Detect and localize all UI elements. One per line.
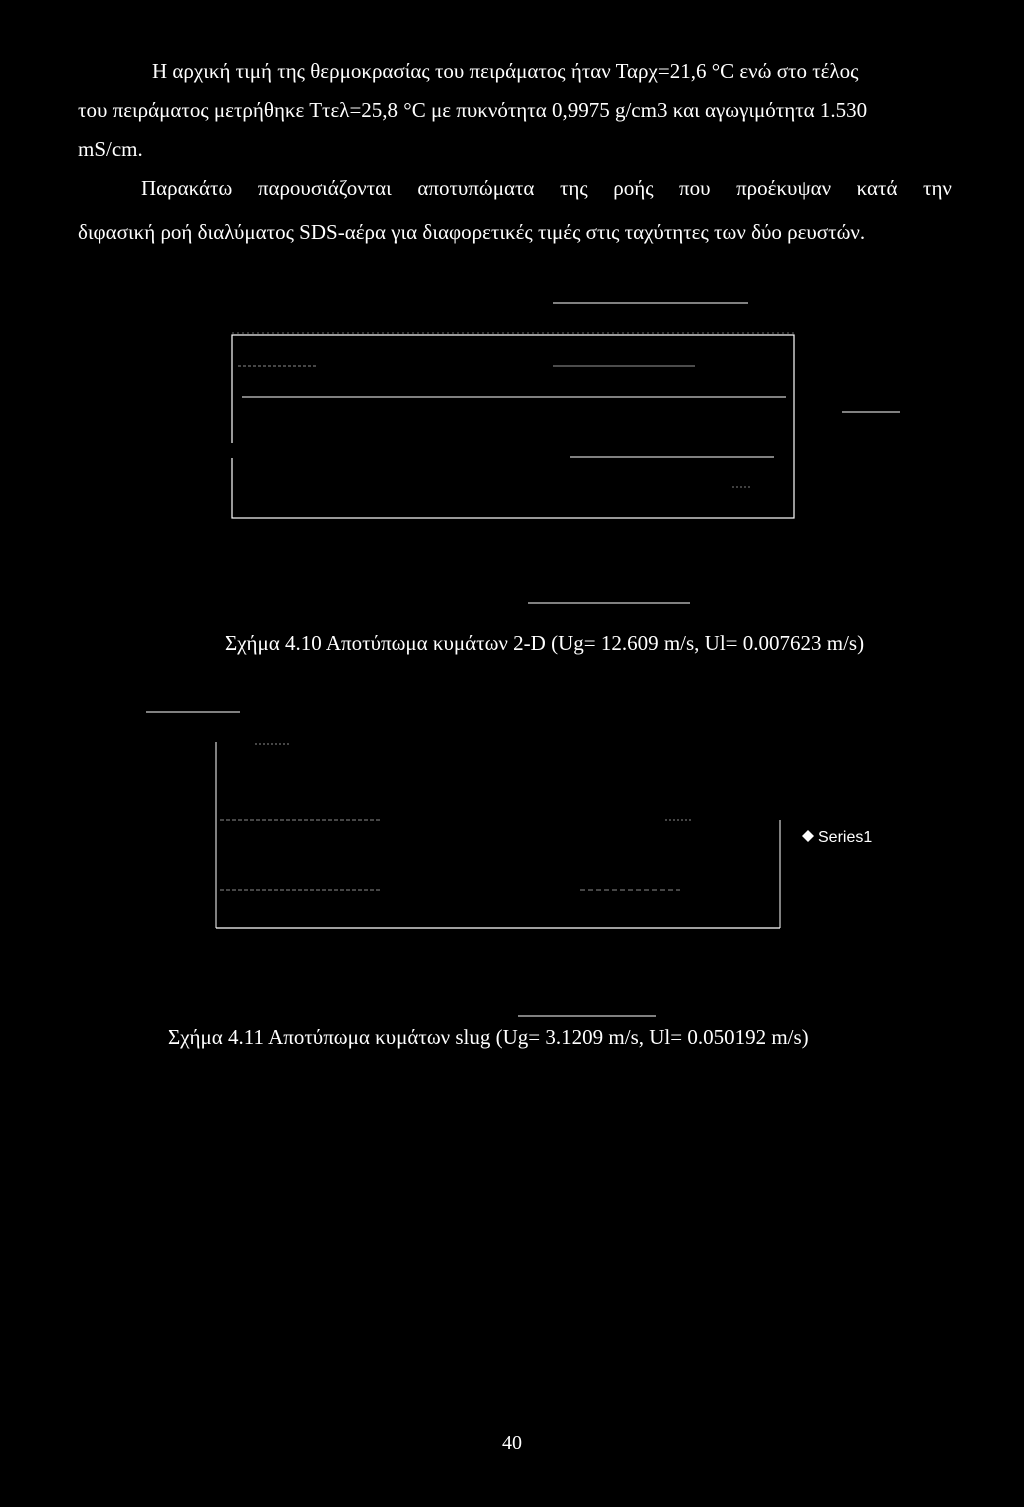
paragraph1-line2: του πειράματος μετρήθηκε Ττελ=25,8 °C με πυκνότητα 0,9975 g/cm3 και αγωγιμότητα 1.530: [78, 98, 868, 122]
paragraph2-line1: [141, 175, 952, 201]
paragraph2-word: που: [679, 176, 711, 200]
paragraph2-word: κατά: [856, 176, 898, 200]
series1-diamond-icon: [802, 830, 814, 842]
paragraph2-word: παρουσιάζονται: [257, 176, 392, 200]
paragraph2-word: ροής: [613, 176, 654, 200]
paragraph2-line2: διφασική ροή διαλύματος SDS-αέρα για διαφορετικές τιμές στις ταχύτητες των δύο ρευστών.: [78, 220, 866, 244]
paragraph2-word: προέκυψαν: [736, 176, 832, 200]
paragraph1-line3: mS/cm.: [78, 137, 143, 161]
paragraph2-word: αποτυπώματα: [417, 176, 535, 200]
figure-4-10-chart: [220, 295, 920, 615]
page-number: 40: [502, 1432, 522, 1454]
paragraph2-word: Παρακάτω: [141, 176, 233, 200]
paragraph2-word: την: [923, 176, 952, 200]
figure-4-10-caption: Σχήμα 4.10 Αποτύπωμα κυμάτων 2-D (Ug= 12.609 m/s, Ul= 0.007623 m/s): [225, 631, 865, 655]
figure-4-11-legend-label: Series1: [818, 829, 873, 846]
paragraph1-line1: Η αρχική τιμή της θερμοκρασίας του πειράματος ήταν Ταρχ=21,6 °C ενώ στο τέλος: [152, 59, 859, 83]
figure-4-11-caption: Σχήμα 4.11 Αποτύπωμα κυμάτων slug (Ug= 3.1209 m/s, Ul= 0.050192 m/s): [168, 1025, 809, 1049]
figure-4-11-chart: [140, 700, 900, 1030]
figure-4-10-plot-frame: [232, 335, 794, 518]
paragraph2-word: της: [559, 176, 588, 200]
